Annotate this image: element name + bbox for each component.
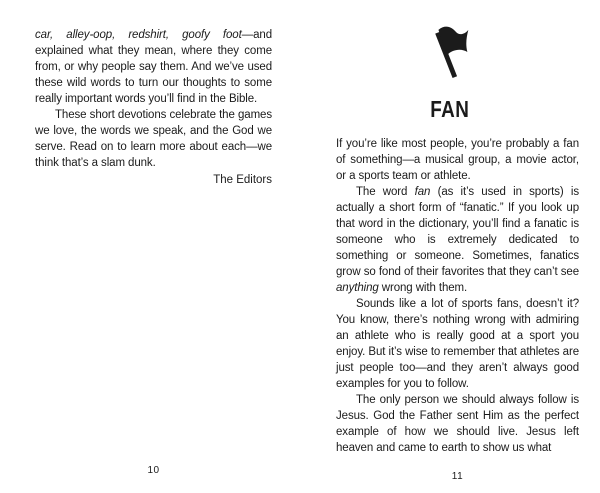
paragraph bbox=[35, 107, 272, 171]
text-segment: anything bbox=[336, 282, 379, 294]
text-segment: If you’re like most people, you’re probably a fan of something—a musical group, a movie actor, or a sports team or athlete. bbox=[336, 138, 579, 182]
paragraph bbox=[336, 184, 579, 296]
page-number-right: 11 bbox=[451, 471, 464, 482]
paragraph bbox=[336, 296, 579, 392]
text-segment: fan bbox=[414, 186, 431, 198]
paragraph bbox=[336, 136, 579, 184]
text-segment: These short devotions celebrate the games we love, the words we speak, and the God we serve. Read on to learn more about each—we think that’s a slam dunk. bbox=[35, 109, 272, 169]
text-segment: The only person we should always follow is Jesus. God the Father sent Him as the perfect example of how we should live. Jesus left heaven and came to earth to show us what bbox=[336, 394, 579, 454]
text-segment: —and explained what they mean, where they come from, or why people say them. And we’ve used these wild words to turn our thoughts to some really important words you’ll find in the Bible. bbox=[35, 29, 272, 105]
page-number-left: 10 bbox=[147, 465, 160, 476]
text-segment: car, alley-oop, redshirt, goofy foot bbox=[35, 29, 242, 41]
page-right bbox=[300, 0, 600, 493]
text-segment: The word bbox=[356, 186, 415, 198]
chapter-title-text: FAN bbox=[430, 96, 470, 122]
chapter-header bbox=[300, 0, 600, 121]
left-page-body-text bbox=[0, 0, 300, 171]
editors-signature: The Editors bbox=[213, 174, 272, 186]
paragraph bbox=[336, 392, 579, 456]
text-segment: (as it’s used in sports) is actually a short form of “fanatic.” If you look up that word in the dictionary, you’ll find a fanatic is someone who is extremely dedicated to something or someone. Sometimes, fanatics grow so fond of their favorites that they can’t see bbox=[336, 186, 579, 278]
text-segment: Sounds like a lot of sports fans, doesn’t it? You know, there’s nothing wrong with admiring an athlete who is really good at a sport you enjoy. But it’s wise to remember that athletes are just people too—and they aren’t always good examples for you to follow. bbox=[336, 298, 579, 390]
text-segment: wrong with them. bbox=[378, 282, 468, 294]
right-page-body-text bbox=[300, 121, 600, 456]
pennant-flag-icon bbox=[423, 26, 477, 80]
chapter-title bbox=[300, 97, 600, 121]
paragraph bbox=[35, 27, 272, 107]
